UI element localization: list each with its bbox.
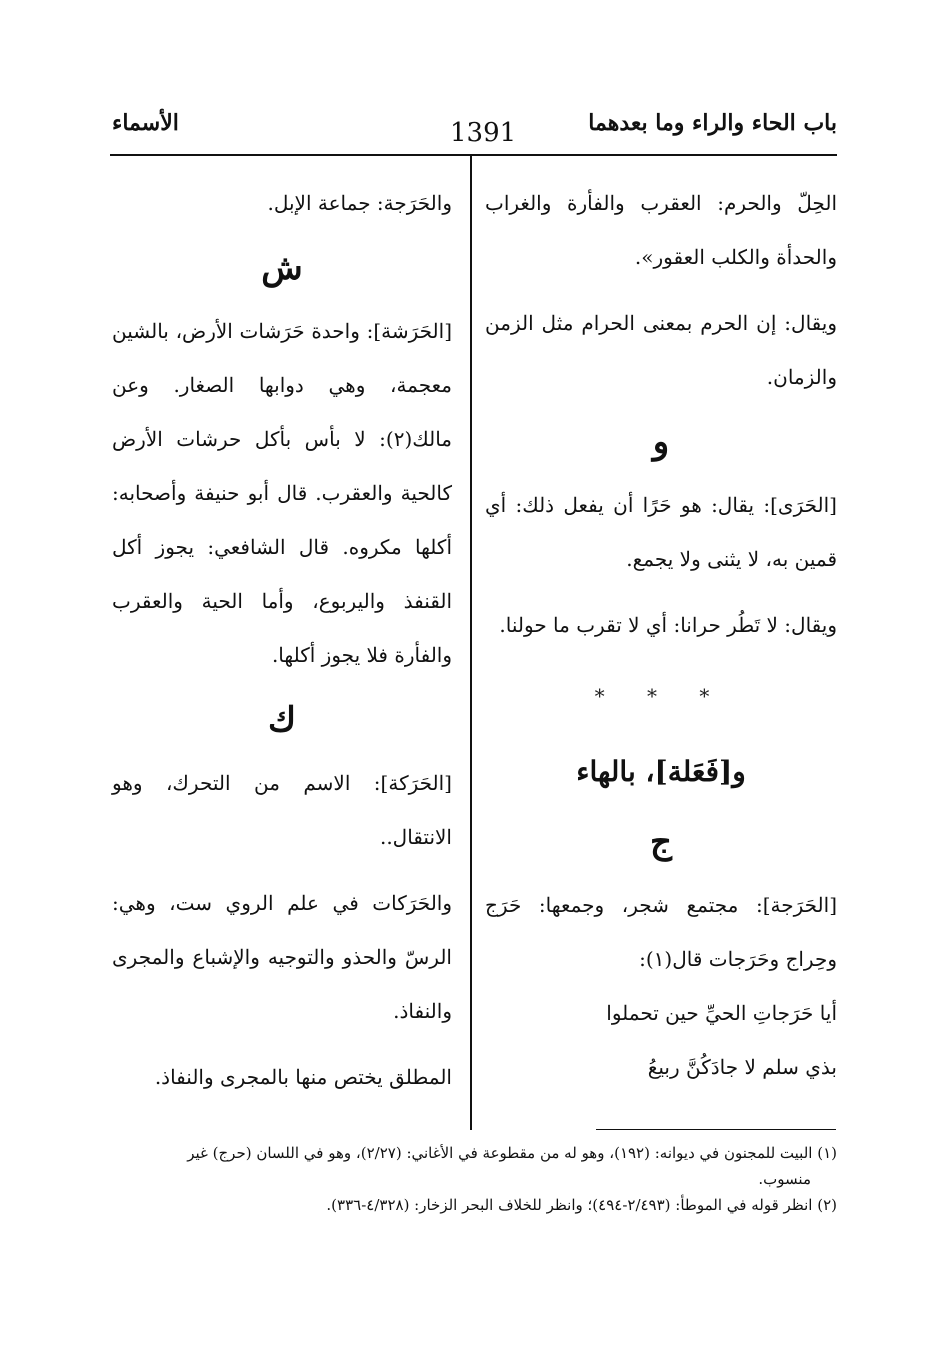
verse-line: بذي سلم لا جادَكُنَّ ربيعُ [647, 1055, 837, 1079]
entry-text: [الحَرَجة]: مجتمع شجر، وجمعها: حَرَج وحِراج وحَرَجات قال(١): [485, 893, 837, 971]
section-letter-shin: ش [261, 248, 303, 288]
entry-text: [الحَرَكة]: الاسم من التحرك، وهو الانتقال.. [112, 771, 452, 849]
verse-line: أيا حَرَجاتِ الحيِّ حين تحملوا [606, 1001, 837, 1025]
column-divider [470, 156, 472, 1130]
entry-text: والحَرَكات في علم الروي ست، وهي: الرسّ والحذو والتوجيه والإشباع والمجرى والنفاذ. [112, 891, 452, 1023]
right-column [485, 176, 837, 1094]
running-head-section: الأسماء [112, 110, 179, 136]
section-separator-stars: * * * [594, 684, 728, 708]
section-letter-jim: ج [650, 822, 672, 862]
footnote-1-continued: منسوب. [758, 1170, 811, 1188]
running-head-chapter: باب الحاء والراء وما بعدهما [588, 110, 837, 136]
footnote-1: (١) البيت للمجنون في ديوانه: (١٩٢)، وهو له من مقطوعة في الأغاني: (٢/٢٧)، وهو في اللسان (حرج) غير [187, 1144, 837, 1162]
entry-text: والحَرَجة: جماعة الإبل. [267, 191, 452, 215]
left-column [112, 176, 452, 1104]
header-rule [110, 154, 837, 156]
section-letter-waw: و [652, 422, 670, 462]
entry-text: المطلق يختص منها بالمجرى والنفاذ. [154, 1065, 452, 1089]
page-number: 1391 [450, 118, 517, 148]
entry-text: [الحَرَشة]: واحدة حَرَشات الأرض، بالشين معجمة، وهي دوابها الصغار. وعن مالك(٢): لا بأس بأكل حرشات الأرض كالحية والعقرب. قال أبو حنيفة وأصحابه: أكلها مكروه. قال الشافعي: يجوز أكل القنفذ واليربوع، وأما الحية والعقرب والفأرة فلا يجوز أكلها. [112, 319, 452, 667]
footnote-2: (٢) انظر قوله في الموطأ: (٢/٤٩٣-٤٩٤)؛ وانظر للخلاف البحر الزخار: (٤/٣٢٨-٣٣٦). [326, 1196, 837, 1214]
footnotes [110, 1140, 837, 1218]
entry-text: [الحَرَى]: يقال: هو حَرًا أن يفعل ذلك: أي قمين به، لا يثنى ولا يجمع. [485, 493, 837, 571]
entry-text: ويقال: لا تَطُر حرانا: أي لا تقرب ما حولنا. [499, 613, 837, 637]
chapter-heading: و[فَعَلة]، بالهاء [576, 755, 746, 788]
entry-text: ويقال: إن الحرم بمعنى الحرام مثل الزمن والزمان. [485, 311, 837, 389]
entry-text: الحِلّ والحرم: العقرب والفأرة والغراب والحدأة والكلب العقور». [485, 191, 837, 269]
footnote-rule [596, 1129, 836, 1130]
section-letter-kaf: ك [267, 700, 297, 740]
